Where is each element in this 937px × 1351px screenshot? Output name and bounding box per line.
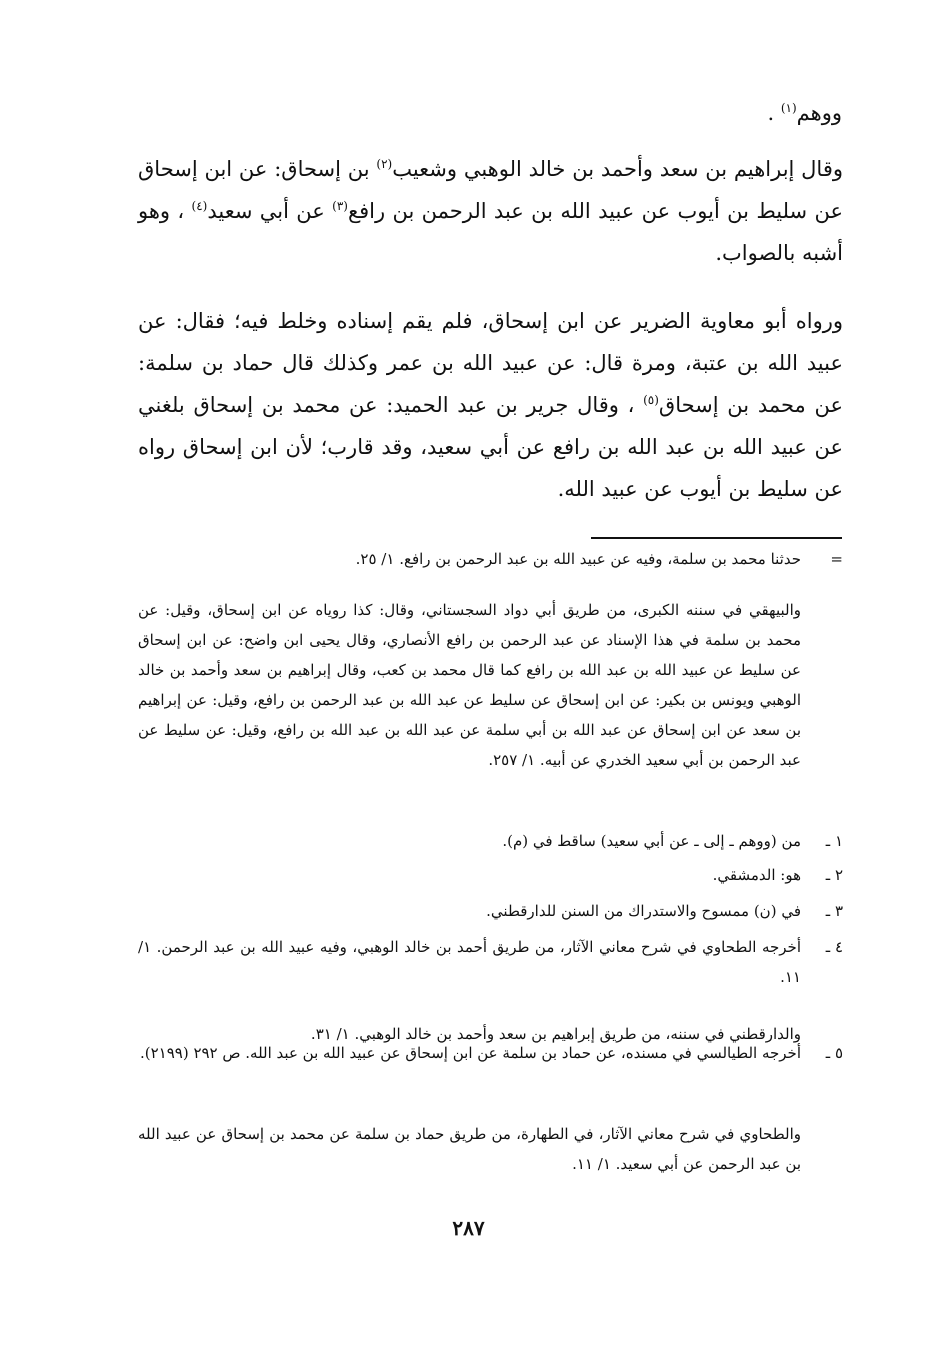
footnote-3-text: في (ن) ممسوح والاستدراك من السنن للدارقطني. [486, 902, 801, 920]
opening-word: ووهم [796, 101, 842, 125]
footnote-2-number: ٢ ـ [825, 866, 843, 884]
footnote-5 [138, 1038, 843, 1068]
footnote-ref-3[interactable]: (٣) [332, 199, 348, 213]
opening-line [767, 92, 842, 134]
footnote-5-number: ٥ ـ [825, 1044, 843, 1062]
footnote-3-number: ٣ ـ [825, 902, 843, 920]
footnote-continued-text-2: والبيهقي في سننه الكبرى، من طريق أبي دواد السجستاني، وقال: كذا روياه عن ابن إسحاق، وقيل: عن محمد بن سلمة في هذا الإسناد عن عبد الرحمن بن رافع الأنصاري، وقال يحيى ابن واضح: عن ابن إسحاق عن سليط عن عبيد الله بن عبد الله بن رافع كما قال محمد بن كعب، وقال إبراهيم بن سعد وأحمد بن خالد الوهبي ويونس بن بكير: عن ابن إسحاق عن سليط عن عبد الله بن عبد الرحمن بن رافع، وقيل: عن إبراهيم بن سعد عن ابن إسحاق عن عبد الله بن أبي سلمة عن عبد الله بن عبد الله بن رافع، وقيل: عن سليط عن عبد الرحمن بن أبي سعيد الخدري عن أبيه. ١/ ٢٥٧. [138, 601, 801, 769]
p1-text-c: عن أبي سعيد [207, 199, 333, 223]
footnote-2 [138, 860, 843, 890]
p2-text-b: ، وقال جرير بن عبد الحميد: عن محمد بن إسحاق بلغني عن عبيد الله بن عبد الله بن رافع عن أبي سعيد، وقد قارب؛ لأن ابن إسحاق رواه عن سليط بن أيوب عن عبيد الله. [138, 393, 843, 501]
footnote-4-text: أخرجه الطحاوي في شرح معاني الآثار، من طريق أحمد بن خالد الوهبي، وفيه عبيد الله بن عبد الرحمن. ١/ ١١. [138, 938, 801, 986]
footnote-ref-2[interactable]: (٢) [376, 157, 393, 171]
footnote-ref-4[interactable]: (٤) [191, 199, 208, 213]
footnote-3 [138, 896, 843, 926]
footnote-ref-5[interactable]: (٥) [643, 393, 659, 407]
opening-end: . [767, 101, 781, 125]
p1-text-b: بن إسحاق: عن ابن إسحاق عن سليط بن أيوب عن عبيد الله بن عبد الرحمن بن رافع [138, 157, 843, 223]
p1-text-a: وقال إبراهيم بن سعد وأحمد بن خالد الوهبي وشعيب [392, 157, 843, 181]
footnote-separator [591, 537, 842, 539]
p1-text-d: ، وهو أشبه بالصواب. [138, 199, 843, 265]
p2-text-a: ورواه أبو معاوية الضرير عن ابن إسحاق، فلم يقم إسناده وخلط فيه؛ فقال: عن عبيد الله بن عتبة، ومرة قال: عن عبيد الله بن عمر وكذلك قال حماد بن سلمة: عن محمد بن إسحاق [138, 309, 843, 417]
footnote-1-number: ١ ـ [825, 832, 843, 850]
footnote-4 [138, 932, 843, 992]
footnote-2-text: هو: الدمشقي. [712, 866, 801, 884]
footnote-continued [138, 544, 843, 574]
continuation-mark: = [830, 550, 843, 568]
footnote-5-text: أخرجه الطيالسي في مسنده، عن حماد بن سلمة عن ابن إسحاق عن عبيد الله بن عبد الله. ص ٢٩٢ (٢١٩٩). [139, 1044, 801, 1062]
footnote-4-text-b: والدارقطني في سننه، من طريق إبراهيم بن سعد وأحمد بن خالد الوهبي. ١/ ٣١. [310, 1025, 801, 1043]
footnote-continued-text-1: حدثنا محمد بن سلمة، وفيه عن عبيد الله بن عبد الرحمن بن رافع. ١/ ٢٥. [355, 550, 801, 568]
paragraph-1 [138, 148, 843, 274]
footnote-1 [138, 826, 843, 856]
footnote-4-number: ٤ ـ [825, 938, 843, 956]
paragraph-2 [138, 300, 843, 510]
footnote-ref-1[interactable]: (١) [780, 101, 797, 115]
footnote-5-text-b: والطحاوي في شرح معاني الآثار، في الطهارة، من طريق حماد بن سلمة عن محمد بن إسحاق عن عبيد الله بن عبد الرحمن عن أبي سعيد. ١/ ١١. [138, 1125, 801, 1173]
page-number: ٢٨٧ [452, 1216, 485, 1240]
footnote-1-text: من (ووهم ـ إلى ـ عن أبي سعيد) ساقط في (م). [502, 832, 801, 850]
